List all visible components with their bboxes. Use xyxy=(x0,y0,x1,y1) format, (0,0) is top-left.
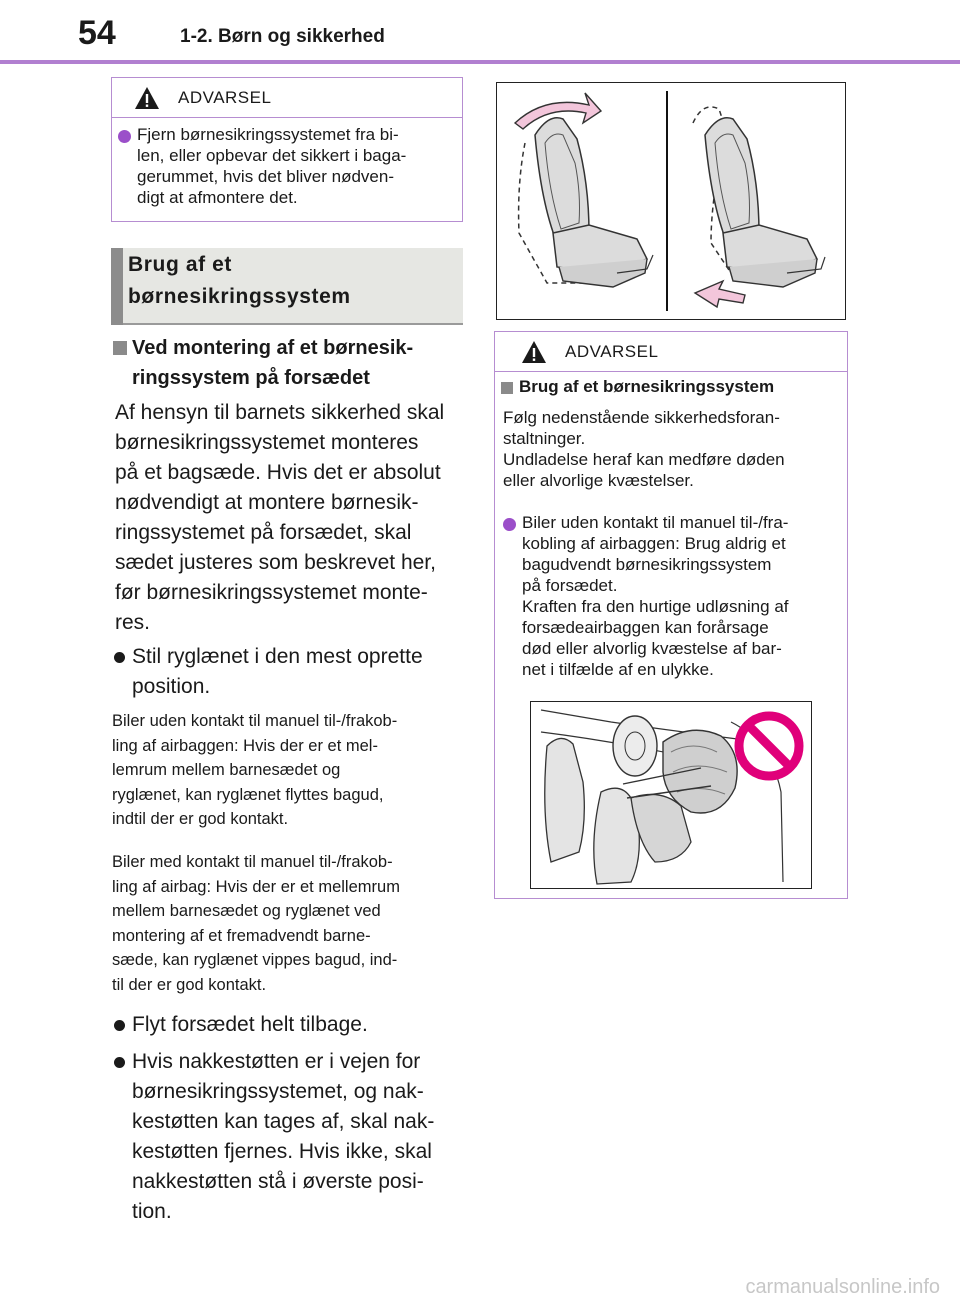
text-line: indtil der er god kontakt. xyxy=(112,810,289,828)
section-title: 1-2. Børn og sikkerhed xyxy=(180,26,385,47)
warning-triangle-icon xyxy=(521,340,547,364)
warning-label: ADVARSEL xyxy=(178,88,272,107)
text-line: børnesikringssystemet monteres xyxy=(115,431,419,454)
section-heading: Brug af et xyxy=(128,253,233,276)
text-line: ringssystem på forsædet xyxy=(132,367,370,389)
text-line: montering af et fremadvendt barne- xyxy=(112,926,371,945)
text-line: tion. xyxy=(132,1200,172,1223)
bullet-item xyxy=(132,1047,467,1227)
car-interior-illustration xyxy=(531,702,811,888)
section-heading: børnesikringssystem xyxy=(128,285,351,308)
warning-header xyxy=(495,332,847,372)
warning-triangle-icon xyxy=(134,86,160,110)
bullet-icon xyxy=(503,518,516,531)
footer-watermark: carmanualsonline.info xyxy=(745,1276,940,1298)
text-line: på forsædet. xyxy=(522,576,618,595)
warning-label: ADVARSEL xyxy=(565,342,659,361)
header-rule xyxy=(0,60,960,64)
text-line: net i tilfælde af en ulykke. xyxy=(522,660,714,679)
subsection-title xyxy=(132,333,413,393)
text-line: før børnesikringssystemet monte- xyxy=(115,581,428,604)
text-line: ringssystemet på forsædet, skal xyxy=(115,521,412,544)
text-line: nakkestøtten stå i øverste posi- xyxy=(132,1170,424,1193)
warning-intro xyxy=(503,407,843,491)
bullet-icon xyxy=(114,1020,125,1031)
text-line: gerummet, hvis det bliver nødven- xyxy=(137,167,394,186)
text-line: ling af airbag: Hvis der er et mellemrum xyxy=(112,877,400,896)
section-heading-bar xyxy=(111,248,123,325)
square-bullet-icon xyxy=(501,382,513,394)
text-line: kestøtten kan tages af, skal nak- xyxy=(132,1110,435,1133)
text-line: Kraften fra den hurtige udløsning af xyxy=(522,597,789,616)
bullet-icon xyxy=(114,1057,125,1068)
text-line: børnesikringssystemet, og nak- xyxy=(132,1080,424,1103)
page-number: 54 xyxy=(78,14,116,52)
text-line: position. xyxy=(132,675,211,698)
text-line: Hvis nakkestøtten er i vejen for xyxy=(132,1050,421,1073)
text-line: Følg nedenstående sikkerhedsforan- xyxy=(503,408,780,427)
prohibition-icon xyxy=(739,716,799,776)
text-line: kestøtten fjernes. Hvis ikke, skal xyxy=(132,1140,432,1163)
body-paragraph xyxy=(115,398,465,638)
text-line: kobling af airbaggen: Brug aldrig et xyxy=(522,534,786,553)
warning-text xyxy=(522,512,844,680)
text-line: res. xyxy=(115,611,151,634)
bullet-icon xyxy=(118,130,131,143)
text-line: Biler uden kontakt til manuel til-/frakob- xyxy=(112,712,398,730)
text-line: digt at afmontere det. xyxy=(137,188,298,207)
text-line: Fjern børnesikringssystemet fra bi- xyxy=(137,125,399,144)
car-interior-figure xyxy=(530,701,812,889)
seat-adjustment-figure xyxy=(496,82,846,320)
warning-subtitle: Brug af et børnesikringssystem xyxy=(519,377,775,396)
text-line: eller alvorlige kvæstelser. xyxy=(503,471,694,490)
text-line: forsædeairbaggen kan forårsage xyxy=(522,618,769,637)
bullet-item: Flyt forsædet helt tilbage. xyxy=(132,1013,368,1036)
warning-header xyxy=(112,78,462,118)
seat-illustration xyxy=(497,83,845,319)
note-paragraph xyxy=(112,850,467,997)
text-line: på et bagsæde. Hvis det er absolut xyxy=(115,461,441,484)
text-line: Af hensyn til barnets sikkerhed skal xyxy=(115,401,445,424)
text-line: sædet justeres som beskrevet her, xyxy=(115,551,436,574)
warning-box-top xyxy=(111,77,463,222)
note-paragraph xyxy=(112,709,467,832)
warning-text xyxy=(137,124,457,208)
text-line: til der er god kontakt. xyxy=(112,975,267,994)
text-line: sæde, kan ryglænet vippes bagud, ind- xyxy=(112,951,398,969)
straight-arrow-icon xyxy=(695,281,745,307)
bullet-icon xyxy=(114,652,125,663)
text-line: len, eller opbevar det sikkert i baga- xyxy=(137,146,407,165)
text-line: Biler uden kontakt til manuel til-/fra- xyxy=(522,513,789,532)
text-line: mellem barnesædet og ryglænet ved xyxy=(112,902,381,920)
bullet-item xyxy=(132,642,467,702)
text-line: død eller alvorlig kvæstelse af bar- xyxy=(522,639,782,658)
text-line: nødvendigt at montere børnesik- xyxy=(115,491,419,514)
text-line: ryglænet, kan ryglænet flyttes bagud, xyxy=(112,785,384,804)
text-line: bagudvendt børnesikringssystem xyxy=(522,555,772,574)
text-line: staltninger. xyxy=(503,429,586,448)
text-line: lemrum mellem barnesædet og xyxy=(112,761,341,779)
text-line: Undladelse heraf kan medføre døden xyxy=(503,450,785,469)
square-bullet-icon xyxy=(113,341,127,355)
text-line: Ved montering af et børnesik- xyxy=(132,337,414,359)
text-line: Biler med kontakt til manuel til-/frakob- xyxy=(112,853,393,871)
text-line: Stil ryglænet i den mest oprette xyxy=(132,645,423,668)
text-line: ling af airbaggen: Hvis der er et mel- xyxy=(112,736,378,755)
